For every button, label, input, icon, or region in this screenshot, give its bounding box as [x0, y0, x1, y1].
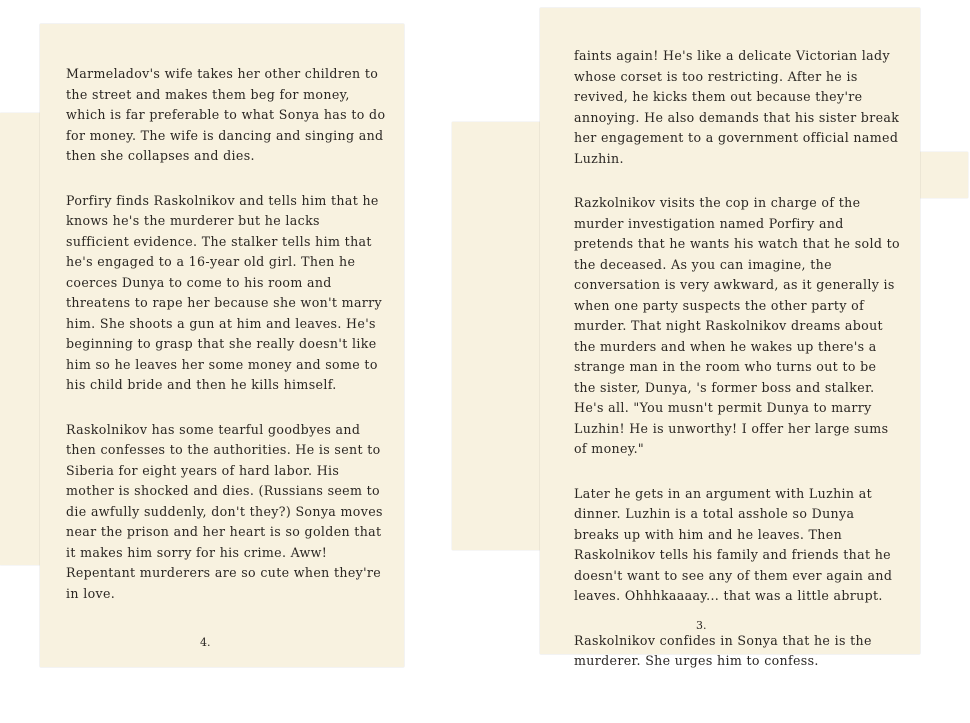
page-four	[40, 24, 404, 667]
paragraph: Raskolnikov has some tearful goodbyes and then confesses to the authorities. He is sent to Siberia for eight years of hard labor. His mother is shocked and dies. (Russians seem to die awfully suddenly, don't they?) Sonya moves near the prison and her heart is so golden that it makes him sorry for his crime. Aww! Repentant murderers are so cute when they're in love.	[66, 421, 383, 601]
paragraph: Later he gets in an argument with Luzhin at dinner. Luzhin is a total asshole so Dunya breaks up with him and he leaves. Then Raskolnikov tells his family and friends that he doesn't want to see any of them ever again and leaves. Ohhhkaaaay... that was a little abrupt.	[574, 485, 893, 603]
paragraph: Raskolnikov confides in Sonya that he is the murderer. She urges him to confess.	[574, 632, 872, 668]
paragraph: Marmeladov's wife takes her other children to the street and makes them beg for money, which is far preferable to what Sonya has to do for money. The wife is dancing and singing and then she collapses and dies.	[66, 66, 386, 163]
page-number: 3.	[696, 619, 707, 632]
paragraph: faints again! He's like a delicate Victorian lady whose corset is too restricting. After he is revived, he kicks them out because they're annoying. He also demands that his sister break her engagement to a government official named Luzhin.	[574, 48, 900, 166]
paragraph: Porfiry finds Raskolnikov and tells him that he knows he's the murderer but he lacks sufficient evidence. The stalker tells him that he's engaged to a 16-year old girl. Then he coerces Dunya to come to his room and threatens to rape her because she won't marry him. She shoots a gun at him and leaves. He's beginning to grasp that she really doesn't like him so he leaves her some money and some to his child bride and then he kills himself.	[66, 192, 383, 392]
page-number: 4.	[200, 636, 211, 649]
page-three	[540, 8, 920, 668]
paragraph: Razkolnikov visits the cop in charge of the murder investigation named Porfiry and pretends that he wants his watch that he sold to the deceased. As you can imagine, the conversation is very awkward, as it generally is when one party suspects the other party of murder. That night Raskolnikov dreams about the murders and when he wakes up there's a strange man in the room who turns out to be the sister, Dunya, 's former boss and stalker. He's all. "You musn't permit Dunya to marry Luzhin! He is unworthy! I offer her large sums of money."	[574, 195, 900, 456]
